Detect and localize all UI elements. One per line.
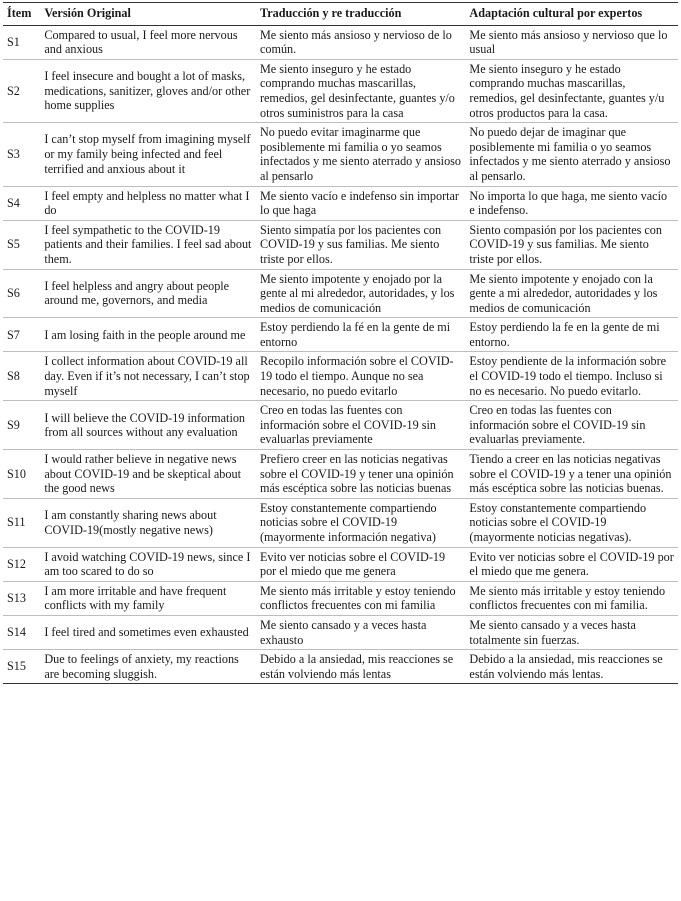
- adaptation-text: Estoy pendiente de la información sobre el COVID-19 todo el tiempo. Incluso si no es necesario. No puedo evitarlo.: [465, 352, 678, 401]
- original-text: I feel insecure and bought a lot of masks, medications, sanitizer, gloves and/or other home supplies: [40, 59, 256, 122]
- original-text: I collect information about COVID-19 all day. Even if it’s not necessary, I can’t stop myself: [40, 352, 256, 401]
- table-row: [3, 352, 678, 401]
- item-id: S12: [3, 547, 40, 581]
- translation-text: Me siento más irritable y estoy teniendo conflictos frecuentes con mi familia: [256, 581, 465, 615]
- table-row: [3, 650, 678, 684]
- adaptation-text: No importa lo que haga, me siento vacío e indefenso.: [465, 186, 678, 220]
- table-row: [3, 123, 678, 186]
- table-row: [3, 25, 678, 59]
- item-id: S3: [3, 123, 40, 186]
- original-text: I am losing faith in the people around me: [40, 318, 256, 352]
- table-row: [3, 186, 678, 220]
- translation-text: Prefiero creer en las noticias negativas sobre el COVID-19 y tener una opinión más escéptica sobre las noticias buenas: [256, 450, 465, 499]
- item-id: S2: [3, 59, 40, 122]
- adaptation-text: Estoy perdiendo la fe en la gente de mi entorno.: [465, 318, 678, 352]
- adaptation-text: Tiendo a creer en las noticias negativas sobre el COVID-19 y a tener una opinión más escéptica sobre las noticias buenas.: [465, 450, 678, 499]
- table-row: [3, 220, 678, 269]
- adaptation-text: Evito ver noticias sobre el COVID-19 por el miedo que me genera.: [465, 547, 678, 581]
- table-row: [3, 450, 678, 499]
- original-text: I would rather believe in negative news about COVID-19 and be skeptical about the good news: [40, 450, 256, 499]
- translation-text: Debido a la ansiedad, mis reacciones se están volviendo más lentas: [256, 650, 465, 684]
- translation-text: Estoy perdiendo la fé en la gente de mi entorno: [256, 318, 465, 352]
- item-id: S7: [3, 318, 40, 352]
- adaptation-text: Siento compasión por los pacientes con COVID-19 y sus familias. Me siento triste por ellos.: [465, 220, 678, 269]
- adaptation-text: Me siento más irritable y estoy teniendo conflictos frecuentes con mi familia.: [465, 581, 678, 615]
- header-row: [3, 3, 678, 26]
- table-row: [3, 581, 678, 615]
- adaptation-text: Debido a la ansiedad, mis reacciones se están volviendo más lentas.: [465, 650, 678, 684]
- adaptation-text: Me siento inseguro y he estado comprando muchas mascarillas, remedios, gel desinfectante, guantes y/u otros productos para la casa.: [465, 59, 678, 122]
- translation-text: No puedo evitar imaginarme que posiblemente mi familia o yo seamos infectados y me siento aterrado y ansioso al pensarlo: [256, 123, 465, 186]
- adaptation-text: Estoy constantemente compartiendo noticias sobre el COVID-19 (mayormente noticias negativas).: [465, 498, 678, 547]
- original-text: I will believe the COVID-19 information from all sources without any evaluation: [40, 401, 256, 450]
- adaptation-text: Me siento impotente y enojado con la gente a mi alrededor, autoridades y los medios de comunicación: [465, 269, 678, 318]
- translation-text: Estoy constantemente compartiendo noticias sobre el COVID-19 (mayormente información negativa): [256, 498, 465, 547]
- translation-text: Me siento vacío e indefenso sin importar lo que haga: [256, 186, 465, 220]
- original-text: Due to feelings of anxiety, my reactions are becoming sluggish.: [40, 650, 256, 684]
- adaptation-text: No puedo dejar de imaginar que posiblemente mi familia o yo seamos infectados y me siento aterrado y ansioso al pensarlo.: [465, 123, 678, 186]
- table-row: [3, 498, 678, 547]
- translation-table: [3, 2, 678, 684]
- original-text: I can’t stop myself from imagining myself or my family being infected and feel terrified and anxious about it: [40, 123, 256, 186]
- item-id: S14: [3, 615, 40, 649]
- item-id: S10: [3, 450, 40, 499]
- translation-text: Me siento más ansioso y nervioso de lo común.: [256, 25, 465, 59]
- item-id: S8: [3, 352, 40, 401]
- original-text: I am more irritable and have frequent conflicts with my family: [40, 581, 256, 615]
- adaptation-text: Creo en todas las fuentes con información sobre el COVID-19 sin evaluarlas previamente.: [465, 401, 678, 450]
- item-id: S4: [3, 186, 40, 220]
- header-translation: Traducción y re traducción: [256, 3, 465, 26]
- original-text: Compared to usual, I feel more nervous and anxious: [40, 25, 256, 59]
- table-row: [3, 401, 678, 450]
- adaptation-text: Me siento cansado y a veces hasta totalmente sin fuerzas.: [465, 615, 678, 649]
- header-adaptation: Adaptación cultural por expertos: [465, 3, 678, 26]
- translation-text: Me siento cansado y a veces hasta exhausto: [256, 615, 465, 649]
- translation-text: Me siento impotente y enojado por la gente al mi alrededor, autoridades, y los medios de comunicación: [256, 269, 465, 318]
- table-row: [3, 615, 678, 649]
- table-row: [3, 59, 678, 122]
- item-id: S5: [3, 220, 40, 269]
- table-row: [3, 547, 678, 581]
- original-text: I am constantly sharing news about COVID-19(mostly negative news): [40, 498, 256, 547]
- adaptation-text: Me siento más ansioso y nervioso que lo usual: [465, 25, 678, 59]
- original-text: I feel tired and sometimes even exhausted: [40, 615, 256, 649]
- item-id: S11: [3, 498, 40, 547]
- translation-text: Siento simpatía por los pacientes con COVID-19 y sus familias. Me siento triste por ellos.: [256, 220, 465, 269]
- translation-text: Recopilo información sobre el COVID-19 todo el tiempo. Aunque no sea necesario, no puedo evitarlo: [256, 352, 465, 401]
- original-text: I feel helpless and angry about people around me, governors, and media: [40, 269, 256, 318]
- translation-text: Creo en todas las fuentes con información sobre el COVID-19 sin evaluarlas previamente: [256, 401, 465, 450]
- original-text: I feel sympathetic to the COVID-19 patients and their families. I feel sad about them.: [40, 220, 256, 269]
- header-original: Versión Original: [40, 3, 256, 26]
- table-row: [3, 318, 678, 352]
- item-id: S13: [3, 581, 40, 615]
- translation-text: Me siento inseguro y he estado comprando muchas mascarillas, remedios, gel desinfectante, guantes y/o otros suministros para la casa: [256, 59, 465, 122]
- item-id: S1: [3, 25, 40, 59]
- header-item: Ítem: [3, 3, 40, 26]
- original-text: I avoid watching COVID-19 news, since I am too scared to do so: [40, 547, 256, 581]
- item-id: S15: [3, 650, 40, 684]
- original-text: I feel empty and helpless no matter what I do: [40, 186, 256, 220]
- translation-text: Evito ver noticias sobre el COVID-19 por el miedo que me genera: [256, 547, 465, 581]
- item-id: S9: [3, 401, 40, 450]
- table-row: [3, 269, 678, 318]
- item-id: S6: [3, 269, 40, 318]
